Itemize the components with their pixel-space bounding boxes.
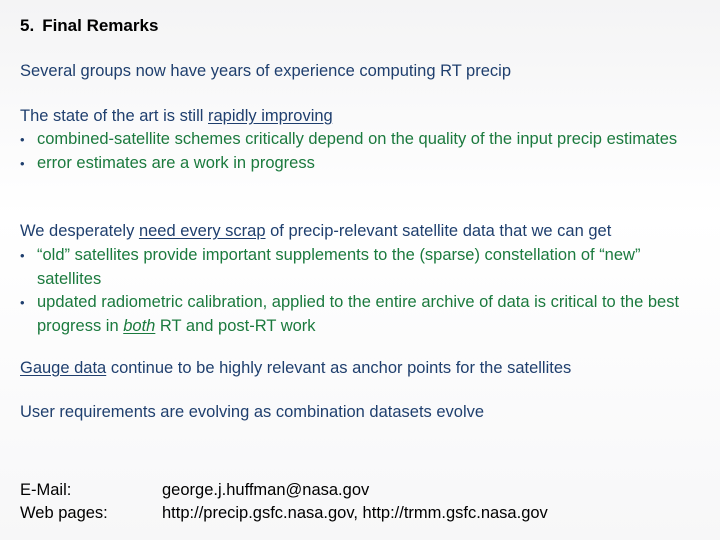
- need-data-after: of precip-relevant satellite data that we can get: [265, 222, 612, 240]
- bullet-text: combined-satellite schemes critically depend on the quality of the input precip estimates: [37, 130, 678, 148]
- bullet-text-after: RT and post-RT work: [155, 316, 316, 335]
- list-item: [20, 152, 680, 176]
- bullet-text: “old” satellites provide important supplements to the (sparse) constellation of “new” satellites: [37, 246, 641, 288]
- need-every-scrap-underline: need every scrap: [138, 222, 266, 240]
- need-data-bullets: [20, 244, 685, 338]
- list-item: [20, 291, 685, 338]
- paragraph-user-requirements: User requirements are evolving as combination datasets evolve: [20, 403, 485, 421]
- bullet-icon: •: [20, 155, 25, 171]
- email-value[interactable]: george.j.huffman@nasa.gov: [162, 481, 370, 499]
- state-of-art-bullets: [20, 128, 680, 175]
- paragraph-need-data: [20, 220, 611, 243]
- rapidly-improving-underline: rapidly improving: [208, 107, 333, 125]
- need-data-before: We desperately: [20, 222, 139, 240]
- paragraph-experience: Several groups now have years of experience computing RT precip: [20, 62, 511, 80]
- paragraph-gauge-data: [20, 357, 571, 380]
- bullet-icon: •: [20, 295, 25, 310]
- email-label: E-Mail:: [20, 481, 72, 499]
- state-of-art-text: The state of the art is still: [20, 107, 208, 125]
- gauge-data-underline: Gauge data: [20, 359, 107, 377]
- both-italic: both: [123, 316, 156, 335]
- web-label: Web pages:: [20, 504, 108, 522]
- bullet-text-before: updated radiometric calibration, applied to the entire archive of data is critical to the best progress in: [37, 293, 680, 335]
- slide-title: [20, 16, 158, 36]
- title-text: Final Remarks: [42, 16, 159, 35]
- list-item: [20, 128, 680, 152]
- gauge-data-after: continue to be highly relevant as anchor points for the satellites: [106, 359, 572, 377]
- bullet-icon: •: [20, 132, 25, 147]
- title-number: 5.: [20, 16, 35, 35]
- list-item: [20, 244, 685, 291]
- web-value[interactable]: http://precip.gsfc.nasa.gov, http://trmm.gsfc.nasa.gov: [162, 504, 548, 522]
- bullet-icon: •: [20, 248, 25, 263]
- bullet-text: error estimates are a work in progress: [37, 153, 315, 172]
- paragraph-state-of-art: [20, 105, 333, 128]
